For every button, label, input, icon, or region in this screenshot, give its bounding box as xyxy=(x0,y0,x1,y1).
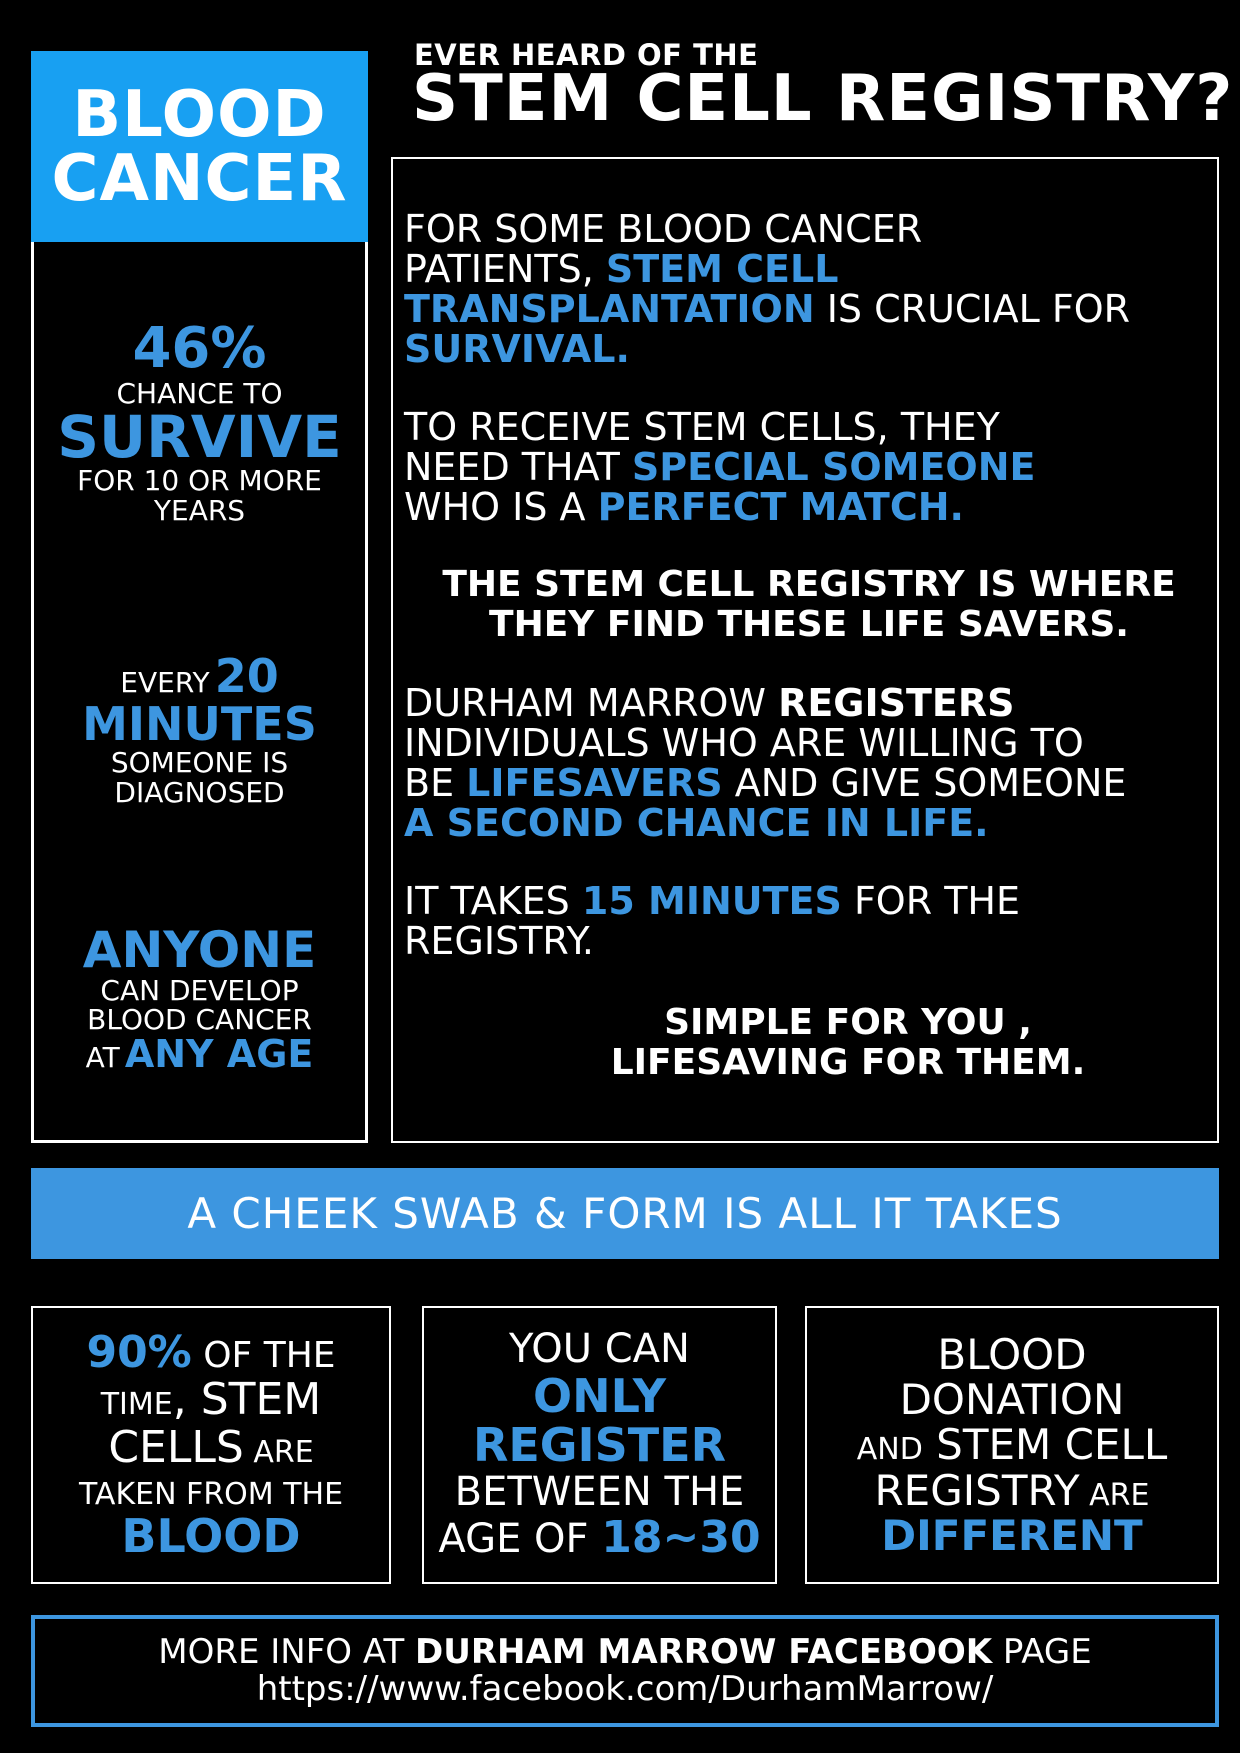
p4-emphasis-lifesavers: LIFESAVERS xyxy=(466,761,723,805)
p2-text-a: TO RECEIVE STEM CELLS, THEY xyxy=(404,405,1000,449)
diagnosis-stat xyxy=(34,649,365,809)
p1-text-e: IS CRUCIAL FOR xyxy=(814,287,1131,331)
anyone-emphasis: ANYONE xyxy=(82,921,317,979)
header-line-2: CANCER xyxy=(51,141,348,216)
p2-text-b: NEED THAT xyxy=(404,445,632,489)
anyone-age-emphasis: ANY AGE xyxy=(124,1031,314,1076)
fact3-text-3a: AND xyxy=(856,1432,923,1468)
fact1-text-3b: ARE xyxy=(243,1434,314,1470)
paragraph-minutes xyxy=(404,881,1214,961)
footer-url-link[interactable]: https://www.facebook.com/DurhamMarrow/ xyxy=(256,1669,994,1709)
p4-text-f: AND GIVE SOMEONE xyxy=(722,761,1127,805)
fact-box-blood-source xyxy=(31,1306,391,1584)
diagnosis-line2: DIAGNOSED xyxy=(114,775,285,809)
p1-emphasis-survival: SURVIVAL. xyxy=(404,327,630,371)
survival-emphasis: SURVIVE xyxy=(57,403,342,472)
p2-text-d: WHO IS A xyxy=(404,485,598,529)
survival-percent: 46% xyxy=(132,316,267,381)
fact3-text-3b: STEM CELL xyxy=(922,1420,1168,1470)
headline-kicker: EVER HEARD OF THE xyxy=(414,38,759,72)
p1-text-b: PATIENTS, xyxy=(404,247,606,291)
fact2-emphasis-only: ONLY xyxy=(532,1368,667,1423)
survival-stat xyxy=(34,316,365,527)
cheek-swab-banner: A CHEEK SWAB & FORM IS ALL IT TAKES xyxy=(31,1168,1219,1259)
p4-emphasis-second-chance: A SECOND CHANCE IN LIFE. xyxy=(404,801,989,845)
p6-line-a: SIMPLE FOR YOU , xyxy=(664,1002,1032,1043)
paragraph-match xyxy=(404,407,1214,527)
p4-text-d: BE xyxy=(404,761,467,805)
paragraph-transplant xyxy=(404,209,1214,369)
p2-emphasis-match: PERFECT MATCH. xyxy=(597,485,964,529)
p3-line-b: THEY FIND THESE LIFE SAVERS. xyxy=(489,604,1129,645)
fact2-text-3: AGE OF xyxy=(438,1516,602,1563)
fact2-emphasis-age: 18~30 xyxy=(601,1512,761,1564)
p5-text-d: REGISTRY. xyxy=(404,919,594,963)
p1-emphasis-stem-cell: STEM CELL xyxy=(605,247,839,291)
survival-line1: CHANCE TO xyxy=(116,376,283,410)
fact3-text-4a: REGISTRY xyxy=(874,1465,1080,1515)
fact-box-donation-difference xyxy=(805,1306,1219,1584)
p4-text-c: INDIVIDUALS WHO ARE WILLING TO xyxy=(404,721,1084,765)
fact3-text-1: BLOOD xyxy=(937,1329,1087,1379)
fact1-text-3a: CELLS xyxy=(108,1421,244,1473)
footer-prefix: MORE INFO AT xyxy=(158,1631,416,1672)
fact1-text-4: TAKEN FROM THE xyxy=(78,1477,344,1513)
p3-line-a: THE STEM CELL REGISTRY IS WHERE xyxy=(442,564,1176,605)
p5-text-a: IT TAKES xyxy=(404,879,582,923)
p4-text-a: DURHAM MARROW xyxy=(404,681,779,725)
fact3-emphasis: DIFFERENT xyxy=(881,1511,1143,1561)
survival-line3: YEARS xyxy=(153,493,246,527)
headline-title: STEM CELL REGISTRY? xyxy=(412,62,1234,136)
p1-text-a: FOR SOME BLOOD CANCER xyxy=(404,207,923,251)
paragraph-simple xyxy=(443,1003,1240,1083)
p5-emphasis-minutes: 15 MINUTES xyxy=(581,879,842,923)
anyone-stat xyxy=(34,921,365,1076)
fact1-text-1: OF THE xyxy=(191,1334,336,1376)
fact-box-age-range xyxy=(422,1306,777,1584)
p6-line-b: LIFESAVING FOR THEM. xyxy=(610,1042,1086,1083)
anyone-prefix: AT xyxy=(85,1040,120,1074)
footer-more-info xyxy=(31,1615,1219,1727)
fact1-percent: 90% xyxy=(86,1326,192,1378)
anyone-line2: BLOOD CANCER xyxy=(87,1003,312,1037)
main-text-panel xyxy=(391,157,1219,1143)
diagnosis-line1: SOMEONE IS xyxy=(110,746,289,780)
p5-text-c: FOR THE xyxy=(841,879,1020,923)
fact1-text-2b: , STEM xyxy=(172,1374,322,1426)
fact1-emphasis: BLOOD xyxy=(121,1508,301,1563)
fact2-emphasis-register: REGISTER xyxy=(472,1418,727,1473)
paragraph-durham xyxy=(404,683,1214,843)
fact2-text-1: YOU CAN xyxy=(509,1326,690,1373)
p4-emphasis-registers: REGISTERS xyxy=(778,681,1015,725)
p1-emphasis-transplant: TRANSPLANTATION xyxy=(404,287,815,331)
survival-line2: FOR 10 OR MORE xyxy=(77,464,322,498)
p2-emphasis-someone: SPECIAL SOMEONE xyxy=(631,445,1036,489)
diagnosis-prefix: EVERY xyxy=(120,666,210,699)
footer-suffix: PAGE xyxy=(992,1631,1092,1672)
fact3-text-2: DONATION xyxy=(899,1374,1125,1424)
fact2-text-2: BETWEEN THE xyxy=(454,1468,745,1515)
left-stats-panel xyxy=(31,242,368,1143)
blood-cancer-header xyxy=(31,51,368,242)
diagnosis-emphasis: MINUTES xyxy=(82,697,317,752)
fact1-text-2a: TIME xyxy=(100,1387,173,1423)
fact3-text-4b: ARE xyxy=(1079,1477,1150,1513)
header-line-1: BLOOD xyxy=(72,77,327,152)
anyone-line1: CAN DEVELOP xyxy=(100,974,299,1007)
paragraph-registry xyxy=(404,565,1214,645)
diagnosis-number: 20 xyxy=(214,649,279,703)
footer-bold: DURHAM MARROW FACEBOOK xyxy=(415,1631,993,1672)
